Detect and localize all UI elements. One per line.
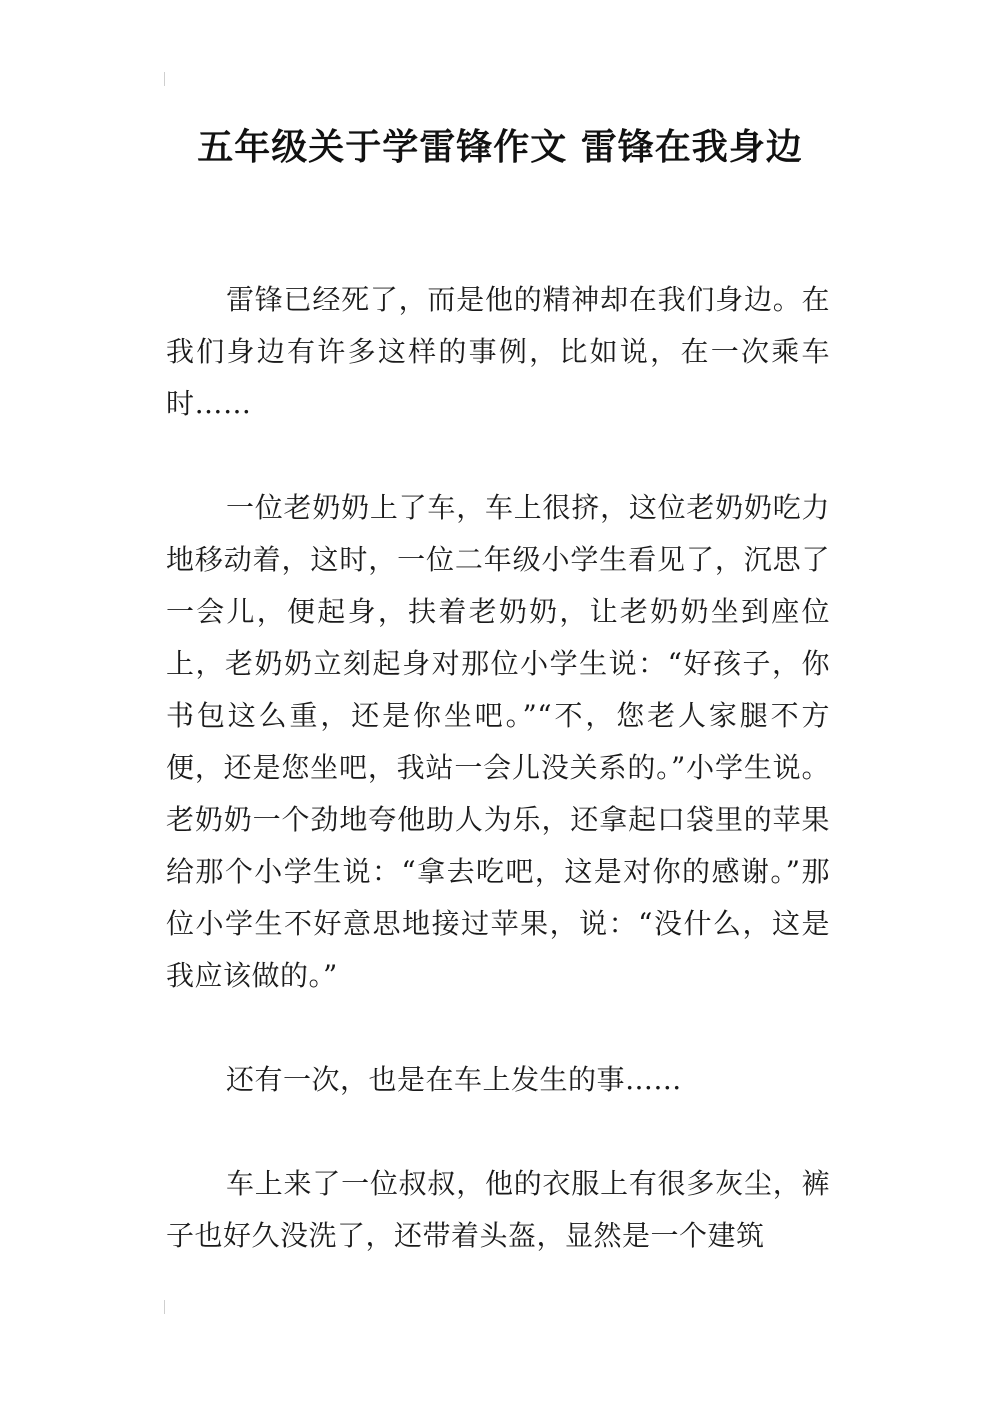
- page-margin-mark-top: [164, 72, 165, 86]
- page-margin-mark-bottom: [164, 1300, 165, 1314]
- document-body: [166, 274, 830, 1314]
- document-title: 五年级关于学雷锋作文 雷锋在我身边: [197, 127, 803, 168]
- paragraph-1: 雷锋已经死了，而是他的精神却在我们身边。在我们身边有许多这样的事例，比如说，在一次乘车时……: [166, 283, 830, 420]
- paragraph-4: 车上来了一位叔叔，他的衣服上有很多灰尘，裤子也好久没洗了，还带着头盔，显然是一个建筑: [166, 1167, 830, 1252]
- paragraph-2: 一位老奶奶上了车，车上很挤，这位老奶奶吃力地移动着，这时，一位二年级小学生看见了，沉思了一会儿，便起身，扶着老奶奶，让老奶奶坐到座位上，老奶奶立刻起身对那位小学生说：“好孩子，你书包这么重，还是你坐吧。”“不，您老人家腿不方便，还是您坐吧，我站一会儿没关系的。”小学生说。老奶奶一个劲地夸他助人为乐，还拿起口袋里的苹果给那个小学生说：“拿去吃吧，这是对你的感谢。”那位小学生不好意思地接过苹果，说：“没什么，这是我应该做的。”: [166, 491, 830, 992]
- paragraph-3: 还有一次，也是在车上发生的事…...: [226, 1063, 682, 1096]
